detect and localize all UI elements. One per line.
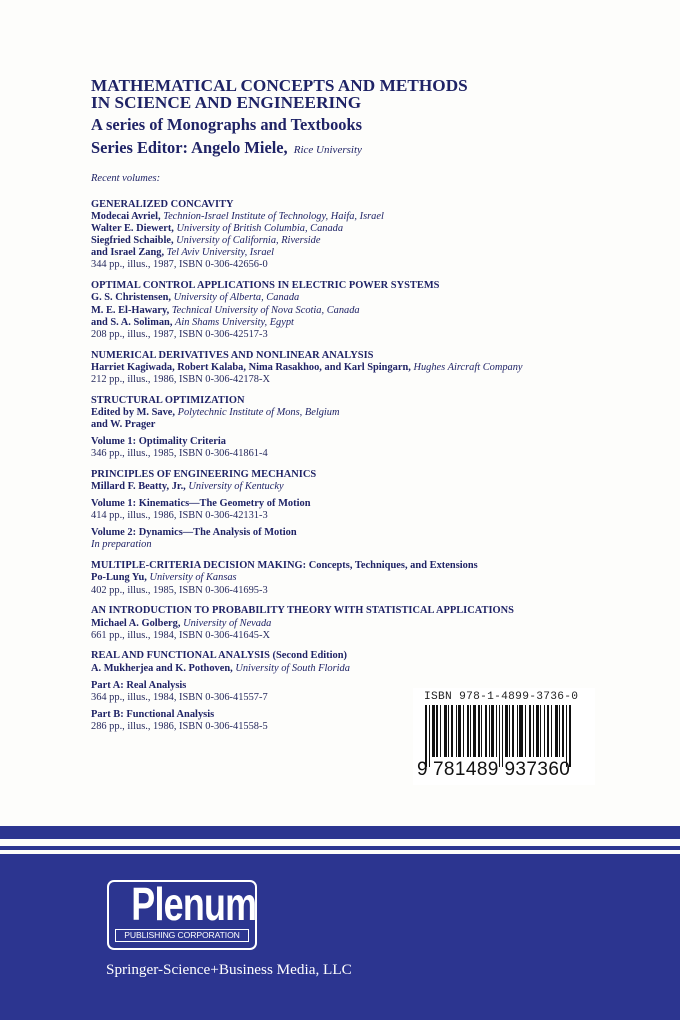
volume-title: OPTIMAL CONTROL APPLICATIONS IN ELECTRIC POWER SYSTEMS xyxy=(91,280,440,292)
volume-entry xyxy=(91,560,651,596)
series-title-line-2: IN SCIENCE AND ENGINEERING xyxy=(91,93,362,112)
publication-info: 402 pp., illus., 1985, ISBN 0-306-41695-3 xyxy=(91,584,268,596)
volume-entry xyxy=(91,469,651,552)
volume-title: PRINCIPLES OF ENGINEERING MECHANICS xyxy=(91,468,317,480)
volume-title: STRUCTURAL OPTIMIZATION xyxy=(91,394,245,406)
volume-part xyxy=(91,436,651,460)
volume-title-suffix: (Second Edition) xyxy=(272,650,348,662)
author-line: Edited by M. Save, Polytechnic Institute of Mons, Belgium xyxy=(91,406,340,418)
series-editor-affiliation: Rice University xyxy=(293,144,362,156)
publication-info: 346 pp., illus., 1985, ISBN 0-306-41861-4 xyxy=(91,448,268,460)
volume-entry xyxy=(91,395,651,460)
author-line: Millard F. Beatty, Jr., University of Kentucky xyxy=(91,481,284,493)
author-line: M. E. El-Hawary, Technical University of Nova Scotia, Canada xyxy=(91,304,360,316)
part-title: Volume 2: Dynamics—The Analysis of Motion xyxy=(91,527,297,539)
part-status: In preparation xyxy=(91,539,152,551)
volume-part xyxy=(91,527,651,551)
volume-entry xyxy=(91,280,651,340)
volume-entry xyxy=(91,199,651,272)
author-line: Walter E. Diewert, University of British Columbia, Canada xyxy=(91,223,344,235)
author-line: and S. A. Soliman, Ain Shams University, Egypt xyxy=(91,316,294,328)
barcode-bars-icon xyxy=(425,705,588,767)
volume-title: NUMERICAL DERIVATIVES AND NONLINEAR ANALYSIS xyxy=(91,349,374,361)
part-title: Volume 1: Optimality Criteria xyxy=(91,435,226,447)
barcode-digits: 9 781489 937360 xyxy=(417,759,571,780)
isbn-barcode xyxy=(413,688,595,785)
publisher-name: Springer-Science+Business Media, LLC xyxy=(106,961,352,978)
part-title: Part B: Functional Analysis xyxy=(91,708,215,720)
author-line: G. S. Christensen, University of Alberta, Canada xyxy=(91,292,300,304)
volume-entry xyxy=(91,350,651,386)
volume-entry xyxy=(91,605,651,641)
part-title: Part A: Real Analysis xyxy=(91,679,187,691)
author-line: Modecai Avriel, Technion-Israel Institute of Technology, Haifa, Israel xyxy=(91,211,384,223)
publication-info: 212 pp., illus., 1986, ISBN 0-306-42178-X xyxy=(91,373,270,385)
plenum-logo-word: Plenum xyxy=(131,878,257,930)
isbn-text: ISBN 978-1-4899-3736-0 xyxy=(424,691,579,703)
plenum-logo xyxy=(107,880,257,950)
publication-info: 208 pp., illus., 1987, ISBN 0-306-42517-3 xyxy=(91,328,268,340)
footer-band xyxy=(0,854,680,1020)
series-subtitle: A series of Monographs and Textbooks xyxy=(91,115,362,134)
series-editor-name: Series Editor: Angelo Miele, xyxy=(91,138,288,157)
volume-part xyxy=(91,498,651,522)
publication-info: 344 pp., illus., 1987, ISBN 0-306-42656-0 xyxy=(91,259,268,271)
author-line: Siegfried Schaible, University of California, Riverside xyxy=(91,235,321,247)
author-line: Po-Lung Yu, University of Kansas xyxy=(91,572,237,584)
part-title: Volume 1: Kinematics—The Geometry of Motion xyxy=(91,498,311,510)
publication-info: 364 pp., illus., 1984, ISBN 0-306-41557-7 xyxy=(91,691,268,703)
volume-list xyxy=(91,199,651,733)
recent-volumes-label: Recent volumes: xyxy=(91,173,161,184)
volume-title-suffix: Concepts, Techniques, and Extensions xyxy=(308,560,478,572)
plenum-logo-subtitle: PUBLISHING CORPORATION xyxy=(115,929,249,942)
series-title-line-1: MATHEMATICAL CONCEPTS AND METHODS xyxy=(91,76,468,95)
series-editor xyxy=(91,139,362,159)
volume-title: REAL AND FUNCTIONAL ANALYSIS (Second Edition) xyxy=(91,650,348,662)
author-line: and Israel Zang, Tel Aviv University, Israel xyxy=(91,247,275,259)
publication-info: 286 pp., illus., 1986, ISBN 0-306-41558-5 xyxy=(91,720,268,732)
volume-title: MULTIPLE-CRITERIA DECISION MAKING: Concepts, Techniques, and Extensions xyxy=(91,560,478,572)
author-line: A. Mukherjea and K. Pothoven, University of South Florida xyxy=(91,662,350,674)
author-line: Michael A. Golberg, University of Nevada xyxy=(91,617,272,629)
author-line: Harriet Kagiwada, Robert Kalaba, Nima Rasakhoo, and Karl Spingarn, Hughes Aircraft Company xyxy=(91,361,523,373)
publication-info: 414 pp., illus., 1986, ISBN 0-306-42131-3 xyxy=(91,510,268,522)
author-line: and W. Prager xyxy=(91,418,156,430)
volume-title: GENERALIZED CONCAVITY xyxy=(91,199,234,210)
volume-title: AN INTRODUCTION TO PROBABILITY THEORY WITH STATISTICAL APPLICATIONS xyxy=(91,605,514,617)
publication-info: 661 pp., illus., 1984, ISBN 0-306-41645-X xyxy=(91,629,270,641)
stripe-band-top xyxy=(0,826,680,839)
stripe-band-thin xyxy=(0,846,680,850)
